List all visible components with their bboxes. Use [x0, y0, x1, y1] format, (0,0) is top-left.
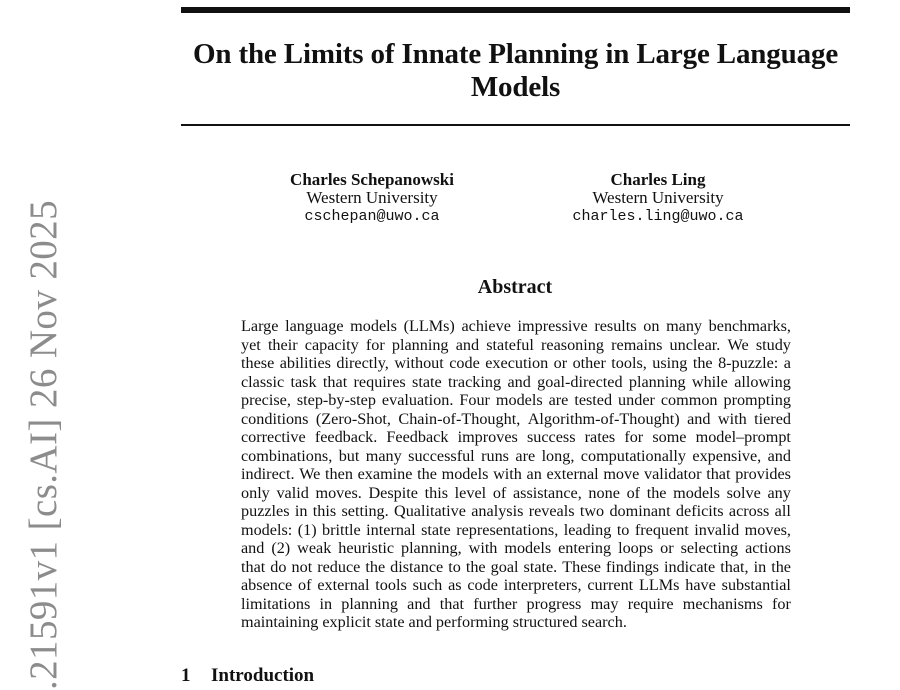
arxiv-identifier-stamp: .21591v1 [cs.AI] 26 Nov 2025: [22, 200, 65, 690]
author-block-1: [256, 171, 488, 226]
section-title: Introduction: [211, 665, 315, 686]
abstract-line: precise, step-by-step evaluation. Four models are tested under common prompting: [241, 391, 791, 409]
abstract-line: yet their capacity for planning and stateful reasoning remains unclear. We study: [241, 335, 791, 354]
author-name: Charles Schepanowski: [290, 170, 454, 189]
author-block-2: [542, 171, 774, 226]
author-email: cschepan@uwo.ca: [304, 208, 440, 225]
author-name: Charles Ling: [610, 170, 706, 189]
abstract-line: puzzles in this setting. Qualitative analysis reveals two dominant deficits across all: [241, 502, 791, 520]
abstract-line: maintaining explicit state and performing structured search.: [241, 613, 627, 631]
paper-title: On the Limits of Innate Planning in Large Language Models: [192, 38, 839, 103]
abstract-line: classic task that requires state tracking and goal-directed planning while allowing: [241, 372, 791, 391]
abstract-line: corrective feedback. Feedback improves success rates for some model–prompt: [241, 428, 791, 446]
abstract-line: absence of external tools such as code interpreters, current LLMs have substantial: [241, 576, 791, 594]
author-affiliation: Western University: [592, 188, 724, 207]
section-number: 1: [181, 665, 191, 686]
abstract-line: limitations in planning and that further progress may require mechanisms for: [241, 594, 791, 613]
title-rule: [181, 124, 850, 126]
abstract-line: and (2) weak heuristic planning, with models entering loops or selecting actions: [241, 539, 791, 557]
section-heading: [181, 665, 314, 687]
abstract-line: combinations, but many successful runs are long, computationally expensive, and: [241, 446, 791, 465]
abstract-line: these abilities directly, without code execution or other tools, using the 8-puzzle: a: [241, 354, 791, 372]
abstract-body: [241, 317, 791, 632]
abstract-line: indirect. We then examine the models with an external move validator that provides: [241, 465, 791, 483]
abstract-line: Large language models (LLMs) achieve impressive results on many benchmarks,: [241, 317, 791, 335]
abstract-line: only valid moves. Despite this level of assistance, none of the models solve any: [241, 483, 791, 502]
top-rule: [181, 7, 850, 13]
abstract-line: models: (1) brittle internal state representations, leading to frequent invalid moves,: [241, 520, 791, 539]
abstract-line: conditions (Zero-Shot, Chain-of-Thought, Algorithm-of-Thought) and with tiered: [241, 409, 791, 428]
abstract-line: that do not reduce the distance to the goal state. These findings indicate that, in the: [241, 557, 791, 576]
author-affiliation: Western University: [306, 188, 438, 207]
author-email: charles.ling@uwo.ca: [572, 208, 744, 225]
abstract-heading: Abstract: [477, 276, 553, 298]
